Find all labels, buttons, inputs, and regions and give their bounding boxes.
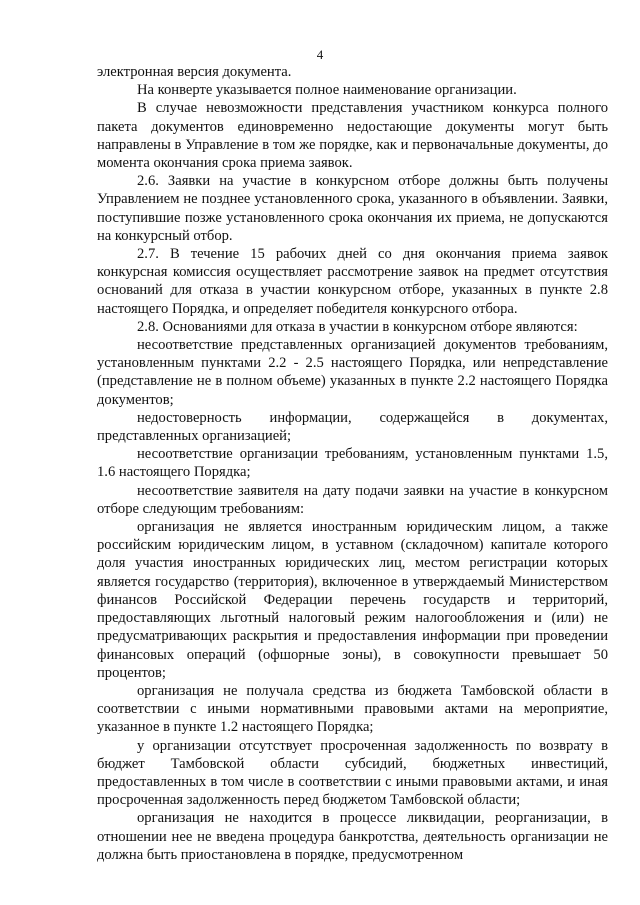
list-item-foreign-entity: организация не является иностранным юридическим лицом, а также российским юридическим лицом, в уставном (складочном) капитале которого доля участия иностранных юридических лиц, местом регистрации которых является государство (территория), включенное в утверждаемый Министерством финансов Российской Федерации перечень государств и территорий, предоставляющих льготный налоговый режим налогообложения и (или) не предусматривающих раскрытия и предоставления информации при проведении финансовых операций (офшорные зоны), в совокупности превышает 50 процентов; — [97, 519, 608, 681]
paragraph-missing-documents: В случае невозможности представления участником конкурса полного пакета документов единовременно недостающие документы могут быть направлены в Управление в том же порядке, как и первоначальные документы, до момента окончания срока приема заявок. — [97, 100, 608, 172]
list-item-documents-mismatch: несоответствие представленных организацией документов требованиям, установленным пунктами 2.2 - 2.5 настоящего Порядка, или непредставление (представление не в полном объеме) указанных в пункте 2.2 настоящего Порядка документов; — [97, 337, 608, 408]
list-item-organization-mismatch: несоответствие организации требованиям, установленным пунктами 1.5, 1.6 настоящего Порядка; — [97, 446, 608, 481]
paragraph-2-7: 2.7. В течение 15 рабочих дней со дня окончания приема заявок конкурсная комиссия осуществляет рассмотрение заявок на предмет отсутствия оснований для отказа в участии конкурсном отборе, указанных в пункте 2.8 настоящего Порядка, и определяет победителя конкурсного отбора. — [97, 246, 608, 317]
document-body — [97, 63, 608, 864]
paragraph-envelope: На конверте указывается полное наименование организации. — [137, 82, 517, 99]
list-item-applicant-mismatch: несоответствие заявителя на дату подачи заявки на участие в конкурсном отборе следующим требованиям: — [97, 482, 608, 517]
list-item-unreliable-info: недостоверность информации, содержащейся в документах, представленных организацией; — [97, 409, 608, 445]
list-item-no-overdue-debt: у организации отсутствует просроченная задолженность по возврату в бюджет Тамбовской области субсидий, бюджетных инвестиций, предоставленных в том числе в соответствии с иными правовыми актами, и иная просроченная задолженность перед бюджетом Тамбовской области; — [97, 737, 608, 809]
paragraph-2-6: 2.6. Заявки на участие в конкурсном отборе должны быть получены Управлением не позднее установленного срока, указанного в объявлении. Заявки, поступившие позже установленного срока окончания их приема, не допускаются на конкурсный отбор. — [97, 173, 608, 244]
list-item-no-liquidation: организация не находится в процессе ликвидации, реорганизации, в отношении нее не введена процедура банкротства, деятельность организации не должна быть приостановлена в порядке, предусмотренном — [97, 810, 608, 863]
paragraph-continuation: электронная версия документа. — [97, 64, 292, 80]
paragraph-2-8: 2.8. Основаниями для отказа в участии в конкурсном отборе являются: — [137, 318, 578, 335]
page-number: 4 — [316, 47, 324, 62]
list-item-no-budget-funds: организация не получала средства из бюджета Тамбовской области в соответствии с иными нормативными правовыми актами на мероприятие, указанное в пункте 1.2 настоящего Порядка; — [97, 682, 608, 736]
